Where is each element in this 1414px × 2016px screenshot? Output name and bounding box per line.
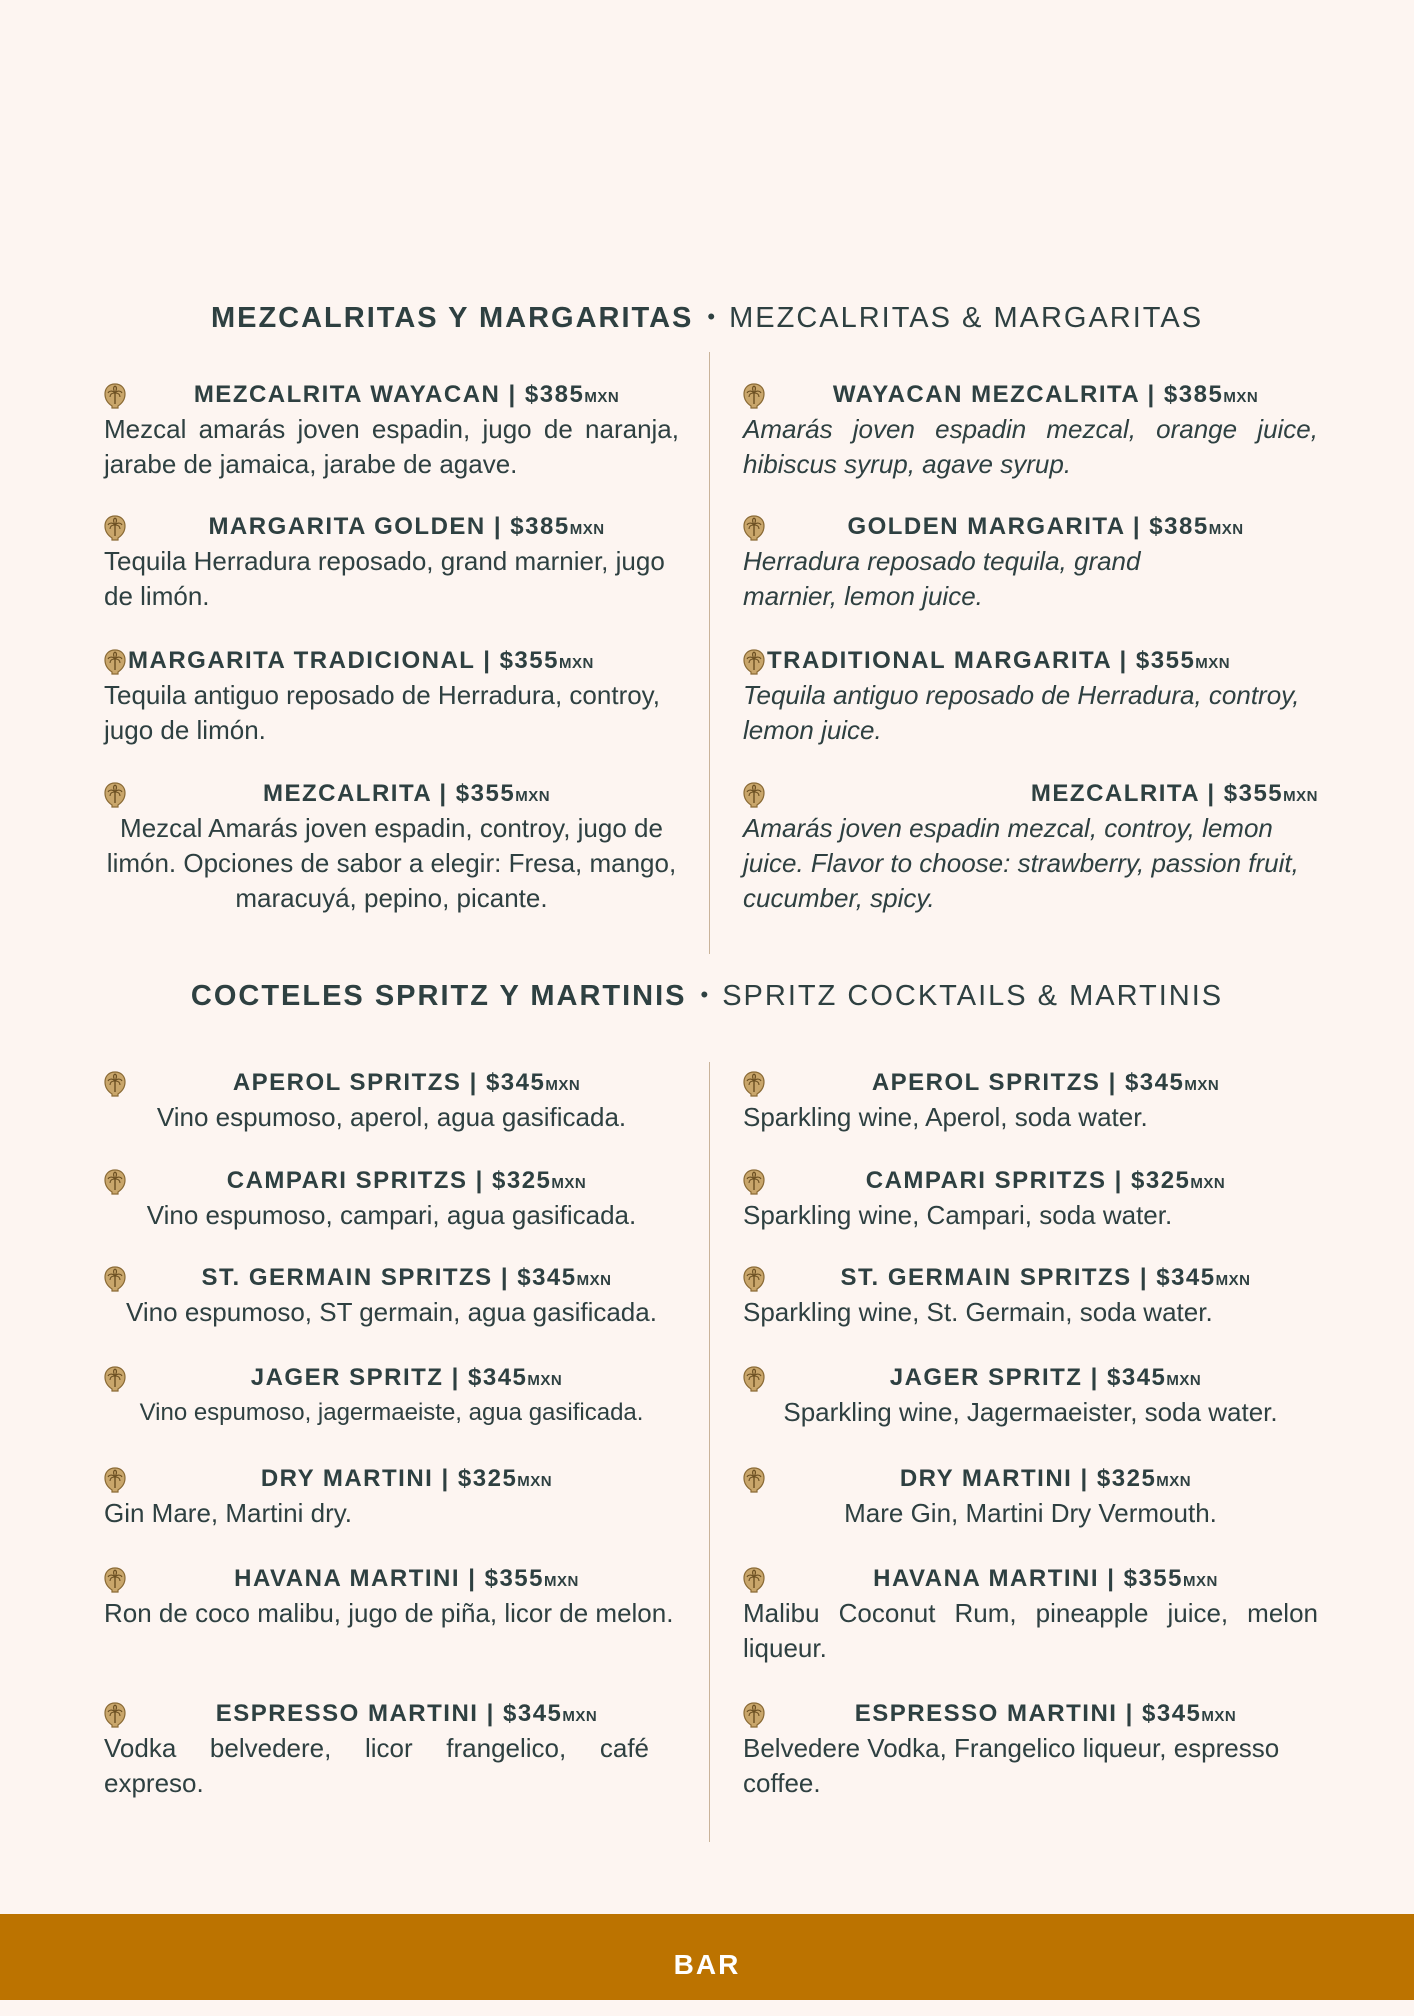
- menu-item-description: Amarás joven espadin mezcal, orange juice, hibiscus syrup, agave syrup.: [743, 414, 1318, 479]
- currency-unit: MXN: [1283, 788, 1318, 805]
- palm-badge-icon: [743, 515, 765, 541]
- menu-item-title: APEROL SPRITZS | $345: [871, 1069, 1185, 1096]
- currency-unit: MXN: [517, 1473, 553, 1490]
- menu-item: [743, 512, 1318, 614]
- palm-badge-icon: [104, 515, 126, 541]
- column-divider: [709, 1062, 710, 1842]
- menu-item-description: Gin Mare, Martini dry.: [104, 1498, 353, 1528]
- menu-item-description: Herradura reposado tequila, grand marnier, lemon juice.: [743, 546, 1141, 611]
- menu-item: [104, 1263, 679, 1330]
- currency-unit: MXN: [545, 1077, 581, 1094]
- palm-badge-icon: [104, 1567, 126, 1593]
- menu-item-title: ESPRESSO MARTINI | $345: [215, 1700, 563, 1727]
- currency-unit: MXN: [569, 521, 605, 538]
- menu-item-title: TRADITIONAL MARGARITA | $355: [767, 647, 1196, 674]
- menu-item: [104, 512, 679, 614]
- currency-unit: MXN: [1208, 521, 1244, 538]
- menu-item-description: Mare Gin, Martini Dry Vermouth.: [844, 1498, 1217, 1528]
- menu-item-description: Vino espumoso, ST germain, agua gasificada.: [126, 1297, 657, 1327]
- menu-item-title: ST. GERMAIN SPRITZS | $345: [840, 1264, 1216, 1291]
- section-separator: •: [707, 304, 716, 329]
- section-title-en: SPRITZ COCKTAILS & MARTINIS: [722, 980, 1224, 1012]
- menu-item-description: Malibu Coconut Rum, pineapple juice, melon liqueur.: [743, 1598, 1318, 1663]
- menu-item-description: Tequila antiguo reposado de Herradura, controy, lemon juice.: [743, 680, 1300, 745]
- menu-item-description: Mezcal Amarás joven espadin, controy, jugo de limón. Opciones de sabor a elegir: Fresa, mango, maracuyá, pepino, picante.: [106, 813, 677, 913]
- currency-unit: MXN: [1190, 1175, 1226, 1192]
- currency-unit: MXN: [1184, 1077, 1220, 1094]
- palm-badge-icon: [104, 782, 126, 808]
- palm-badge-icon: [743, 383, 765, 409]
- menu-item: [104, 1068, 679, 1135]
- currency-unit: MXN: [1201, 1708, 1237, 1725]
- menu-item: [104, 1166, 679, 1233]
- currency-unit: MXN: [1166, 1372, 1202, 1389]
- menu-item-title: WAYACAN MEZCALRITA | $385: [832, 381, 1224, 408]
- menu-item-description: Tequila Herradura reposado, grand marnier, jugo de limón.: [104, 546, 665, 611]
- currency-unit: MXN: [515, 788, 551, 805]
- footer-bar: [0, 1914, 1414, 2000]
- currency-unit: MXN: [1223, 389, 1259, 406]
- currency-unit: MXN: [543, 1573, 579, 1590]
- currency-unit: MXN: [551, 1175, 587, 1192]
- menu-item: [104, 1699, 679, 1801]
- menu-item-title: MEZCALRITA WAYACAN | $385: [193, 381, 585, 408]
- menu-item: [743, 646, 1318, 748]
- menu-item-description: Vodka belvedere, licor frangelico, café expreso.: [104, 1733, 649, 1798]
- section-heading-spritz: [0, 980, 1414, 1013]
- currency-unit: MXN: [562, 1708, 598, 1725]
- menu-item: [743, 1699, 1318, 1801]
- palm-badge-icon: [743, 1366, 765, 1392]
- currency-unit: MXN: [527, 1372, 563, 1389]
- menu-item-title: ESPRESSO MARTINI | $345: [854, 1700, 1202, 1727]
- menu-item: [743, 1564, 1318, 1666]
- menu-item: [743, 1363, 1318, 1430]
- menu-item-description: Vino espumoso, aperol, agua gasificada.: [156, 1102, 627, 1132]
- menu-item: [743, 1166, 1318, 1233]
- palm-badge-icon: [104, 1169, 126, 1195]
- section-title-es: MEZCALRITAS Y MARGARITAS: [210, 302, 694, 334]
- palm-badge-icon: [104, 1071, 126, 1097]
- menu-item-description: Sparkling wine, Jagermaeister, soda water.: [783, 1397, 1278, 1427]
- menu-item-description: Vino espumoso, jagermaeiste, agua gasificada.: [139, 1399, 644, 1426]
- menu-item: [104, 380, 679, 482]
- menu-item-title: CAMPARI SPRITZS | $325: [226, 1167, 552, 1194]
- palm-badge-icon: [104, 1266, 126, 1292]
- menu-item: [743, 779, 1318, 916]
- menu-item-title: HAVANA MARTINI | $355: [873, 1565, 1183, 1592]
- menu-item-description: Vino espumoso, campari, agua gasificada.: [146, 1200, 637, 1230]
- currency-unit: MXN: [1215, 1272, 1251, 1289]
- palm-badge-icon: [743, 1169, 765, 1195]
- currency-unit: MXN: [1195, 655, 1231, 672]
- menu-item: [104, 1363, 679, 1430]
- section-title-en: MEZCALRITAS & MARGARITAS: [729, 302, 1204, 334]
- menu-item-title: MEZCALRITA | $355: [1030, 780, 1284, 807]
- palm-badge-icon: [743, 1702, 765, 1728]
- menu-item-title: GOLDEN MARGARITA | $385: [847, 513, 1209, 540]
- palm-badge-icon: [743, 649, 765, 675]
- menu-item-title: MARGARITA TRADICIONAL | $355: [128, 647, 559, 674]
- menu-item-description: Ron de coco malibu, jugo de piña, licor de melon.: [104, 1598, 674, 1628]
- section-separator: •: [700, 982, 709, 1007]
- menu-item: [104, 1564, 679, 1631]
- menu-item: [743, 1068, 1318, 1135]
- section-title-es: COCTELES SPRITZ Y MARTINIS: [190, 980, 687, 1012]
- palm-badge-icon: [104, 1702, 126, 1728]
- currency-unit: MXN: [1156, 1473, 1192, 1490]
- menu-item: [104, 1464, 679, 1531]
- menu-item: [743, 380, 1318, 482]
- menu-item-description: Mezcal amarás joven espadin, jugo de naranja, jarabe de jamaica, jarabe de agave.: [104, 414, 679, 479]
- menu-item: [104, 646, 679, 748]
- palm-badge-icon: [104, 1467, 126, 1493]
- menu-item-title: JAGER SPRITZ | $345: [250, 1364, 528, 1391]
- menu-item-title: CAMPARI SPRITZS | $325: [865, 1167, 1191, 1194]
- column-divider: [709, 352, 710, 954]
- menu-item-description: Sparkling wine, St. Germain, soda water.: [743, 1297, 1213, 1327]
- menu-item-description: Amarás joven espadin mezcal, controy, lemon juice. Flavor to choose: strawberry, passion fruit, cucumber, spicy.: [743, 813, 1299, 913]
- menu-item-title: DRY MARTINI | $325: [899, 1465, 1157, 1492]
- currency-unit: MXN: [576, 1272, 612, 1289]
- footer-label: BAR: [673, 1949, 741, 1980]
- menu-item-description: Belvedere Vodka, Frangelico liqueur, espresso coffee.: [743, 1733, 1280, 1798]
- menu-item-title: APEROL SPRITZS | $345: [232, 1069, 546, 1096]
- menu-item-title: ST. GERMAIN SPRITZS | $345: [201, 1264, 577, 1291]
- menu-item: [743, 1263, 1318, 1330]
- palm-badge-icon: [743, 1467, 765, 1493]
- currency-unit: MXN: [1182, 1573, 1218, 1590]
- currency-unit: MXN: [558, 655, 594, 672]
- menu-item-description: Tequila antiguo reposado de Herradura, controy, jugo de limón.: [104, 680, 660, 745]
- palm-badge-icon: [743, 1071, 765, 1097]
- palm-badge-icon: [104, 383, 126, 409]
- palm-badge-icon: [743, 1567, 765, 1593]
- menu-item: [104, 779, 679, 916]
- menu-item-title: DRY MARTINI | $325: [260, 1465, 518, 1492]
- menu-item-title: HAVANA MARTINI | $355: [234, 1565, 544, 1592]
- menu-item-title: JAGER SPRITZ | $345: [889, 1364, 1167, 1391]
- palm-badge-icon: [104, 1366, 126, 1392]
- menu-item-title: MARGARITA GOLDEN | $385: [208, 513, 570, 540]
- menu-item-title: MEZCALRITA | $355: [262, 780, 516, 807]
- palm-badge-icon: [743, 1266, 765, 1292]
- currency-unit: MXN: [584, 389, 620, 406]
- menu-item: [743, 1464, 1318, 1531]
- menu-item-description: Sparkling wine, Campari, soda water.: [743, 1200, 1173, 1230]
- palm-badge-icon: [104, 649, 126, 675]
- menu-item-description: Sparkling wine, Aperol, soda water.: [743, 1102, 1148, 1132]
- section-heading-mezcalritas: [0, 302, 1414, 335]
- palm-badge-icon: [743, 782, 765, 808]
